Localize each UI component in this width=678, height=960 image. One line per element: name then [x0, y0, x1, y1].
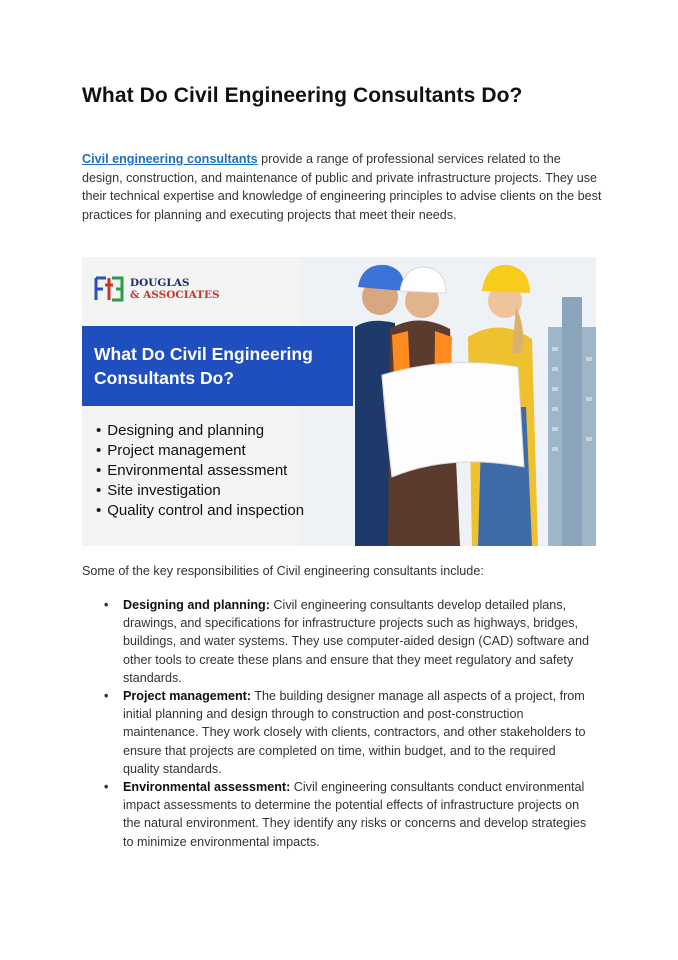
list-item-term: Project management: [123, 689, 252, 704]
responsibilities-list [104, 596, 592, 851]
banner-list-item: • Designing and planning [96, 421, 304, 441]
bullet-icon: • [104, 689, 109, 704]
list-item [104, 596, 592, 687]
bullet-icon: • [104, 598, 109, 612]
responsibilities-lead: Some of the key responsibilities of Civil engineering consultants include: [82, 564, 484, 578]
logo-text-line1: DOUGLAS [130, 277, 190, 289]
bullet-icon: • [104, 780, 109, 795]
banner-service-list [96, 421, 304, 521]
banner-heading-box [82, 326, 353, 406]
logo-mark-icon [94, 275, 124, 303]
list-item-text: Civil engineering consultants conduct environmental impact assessments to determine the potential effects of infrastructure projects on the natural environment. They identify any risks or concerns and develop strategies to minimize environmental impacts. [123, 780, 587, 849]
page-title: What Do Civil Engineering Consultants Do? [82, 84, 523, 107]
list-item [104, 687, 592, 778]
list-item-term: Designing and planning: [123, 598, 270, 612]
intro-text: provide a range of professional services related to the design, construction, and maintenance of public and private infrastructure projects. They use their technical expertise and knowledge of engineering principles to advise clients on the best practices for planning and executing projects that meet their needs. [82, 152, 602, 222]
list-item-text: Civil engineering consultants develop detailed plans, drawings, and specifications for infrastructure projects such as highways, bridges, buildings, and water systems. They use computer-aided design (CAD) software and other tools to create these plans and ensure that they meet regulatory and safety standards. [123, 598, 589, 685]
list-item [104, 778, 592, 851]
logo-text-line2: & ASSOCIATES [130, 289, 220, 301]
banner-list-item: • Environmental assessment [96, 461, 304, 481]
intro-paragraph [82, 150, 602, 224]
banner-list-item: • Quality control and inspection [96, 501, 304, 521]
banner-list-item: • Site investigation [96, 481, 304, 501]
civil-engineering-consultants-link[interactable]: Civil engineering consultants [82, 152, 258, 166]
list-item-term: Environmental assessment: [123, 780, 291, 795]
list-item-text: The building designer manage all aspects of a project, from initial planning and design through to construction and post-construction maintenance. They work closely with clients, contractors, and other stakeholders to ensure that projects are completed on time, within budget, and to the required quality standards. [123, 689, 586, 776]
banner-heading: What Do Civil Engineering Consultants Do? [94, 344, 313, 388]
company-logo [94, 275, 234, 305]
banner-list-item: • Project management [96, 441, 304, 461]
infographic-banner [82, 257, 596, 546]
